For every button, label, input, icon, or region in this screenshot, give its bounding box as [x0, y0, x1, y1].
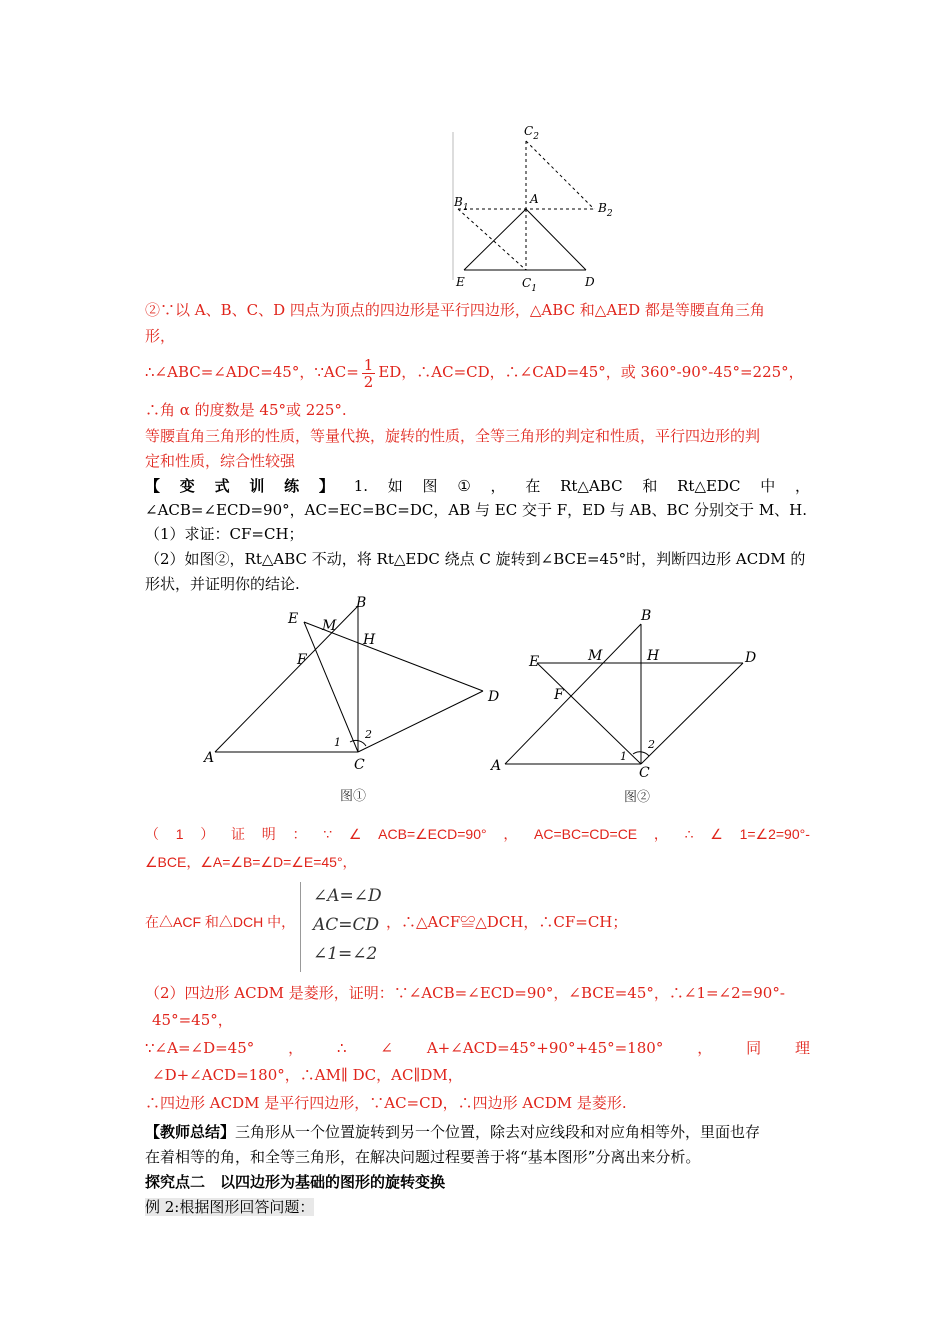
- proof2-line3-token: A+∠ACD=45°+90°+45°=180°: [426, 1039, 664, 1057]
- proof2-line-2: 45°=45°，: [152, 1011, 233, 1029]
- solution-line-2: 形，: [145, 327, 176, 345]
- example-2-text: [145, 1195, 810, 1219]
- solution-line-6: 定和性质，综合性较强: [145, 452, 296, 470]
- proof1-line-3b: ，∴△ACF≌△DCH，∴CF=CH；: [386, 913, 628, 931]
- fraction-half: [362, 357, 376, 390]
- label-e: E: [456, 275, 465, 289]
- label-b1: $B_1$: [454, 195, 469, 213]
- summary-text-1: 三角形从一个位置旋转到另一个位置，除去对应线段和对应角相等外，里面也存: [235, 1123, 761, 1141]
- proof1-line1-token: AC=BC=CD=CE: [534, 826, 638, 842]
- fig2-label-b: B: [641, 608, 652, 624]
- summary-line-1: [145, 1120, 810, 1144]
- proof1-line1-token: ，: [503, 826, 518, 842]
- variant-heading-token: Rt△ABC: [560, 477, 623, 495]
- variant-heading-token: Rt△EDC: [677, 477, 741, 495]
- proof1-line1-token: （: [145, 826, 159, 842]
- variant-heading-token: 在: [525, 477, 541, 495]
- proof2-line-4: ∠D+∠ACD=180°，∴AM∥ DC，AC∥DM，: [152, 1066, 463, 1084]
- proof1-line-2: ∠BCE，∠A=∠B=∠D=∠E=45°，: [145, 854, 357, 870]
- variant-heading: [145, 474, 810, 498]
- fig1-label-m: M: [322, 618, 337, 634]
- fig1-label-e: E: [288, 611, 299, 627]
- variant-line-2: ∠ACB=∠ECD=90°，AC=EC=BC=DC，AB 与 EC 交于 F，ED 与 AB、BC 分别交于 M、H.: [145, 501, 808, 519]
- proof2-line3-token: ∵∠A=∠D=45°: [145, 1039, 255, 1057]
- proof2-line3-token: 同: [746, 1039, 762, 1057]
- condition-angle-a-d: ∠A=∠D: [313, 886, 382, 906]
- fig2-label-d: D: [745, 650, 757, 666]
- proof2-line3-token: ，: [288, 1039, 304, 1057]
- variant-line-4: （2）如图②，Rt△ABC 不动，将 Rt△EDC 绕点 C 旋转到∠BCE=45°时，判断四边形 ACDM 的: [145, 550, 806, 568]
- fig2-label-e: E: [529, 654, 540, 670]
- variant-heading-token: 练: [284, 477, 300, 495]
- section-title: 探究点二 以四边形为基础的图形的旋转变换: [145, 1173, 446, 1191]
- solution-line-1: ②∵以 A、B、C、D 四点为顶点的四边形是平行四边形，△ABC 和△AED 都是等腰直角三角: [145, 301, 765, 319]
- fig1-label-d: D: [488, 689, 500, 705]
- variant-heading-token: ①: [457, 477, 471, 495]
- solution-line-5: 等腰直角三角形的性质，等量代换，旋转的性质，全等三角形的判定和性质，平行四边形的判: [145, 427, 761, 445]
- fig2-caption: 图②: [624, 790, 651, 805]
- fig2-label-f: F: [554, 687, 564, 703]
- fig2-label-h: H: [647, 648, 660, 664]
- proof1-line1-token: ∵: [323, 826, 333, 842]
- proof1-line1-token: ）: [200, 826, 215, 842]
- solution-line-3: [145, 350, 810, 394]
- proof1-line-3a: 在△ACF 和△DCH 中，: [145, 914, 296, 930]
- proof1-line1-token: 1: [175, 826, 184, 842]
- variant-heading-token: 如: [387, 477, 403, 495]
- proof2-line3-token: ∠: [380, 1039, 393, 1057]
- variant-heading-token: ，: [490, 477, 506, 495]
- proof2-line-5: ∴四边形 ACDM 是平行四边形，∵AC=CD，∴四边形 ACDM 是菱形.: [145, 1094, 627, 1112]
- solution-line-3a: ∴∠ABC=∠ADC=45°，∵AC=: [145, 363, 359, 381]
- solution-line-4: ∴角 α 的度数是 45°或 225°.: [145, 401, 347, 419]
- condition-angle-1-2: ∠1=∠2: [313, 944, 378, 964]
- proof2-line-3: [145, 1036, 810, 1060]
- proof1-line1-token: ∴: [684, 826, 694, 842]
- condition-ac-cd: AC=CD: [313, 915, 380, 935]
- variant-heading-token: 变: [179, 477, 195, 495]
- proof2-line3-token: ，: [697, 1039, 713, 1057]
- variant-heading-token: ，: [794, 477, 810, 495]
- proof1-line1-token: ACB=∠ECD=90°: [378, 826, 487, 842]
- proof1-line1-token: 证: [231, 826, 245, 842]
- fig2-label-2: 2: [648, 738, 655, 751]
- variant-heading-token: 中: [760, 477, 776, 495]
- fig1-label-h: H: [363, 632, 376, 648]
- proof1-line1-token: ∠: [348, 826, 362, 842]
- fig1-label-a: A: [204, 750, 215, 766]
- label-c1: $C_1$: [522, 276, 537, 294]
- proof2-line3-token: ∴: [337, 1039, 347, 1057]
- fraction-denominator: 2: [363, 372, 374, 391]
- summary-line-2: 在着相等的角，和全等三角形，在解决问题过程要善于将“基本图形”分离出来分析。: [145, 1148, 701, 1166]
- variant-heading-token: 训: [249, 477, 265, 495]
- proof1-line1-token: 明: [261, 826, 276, 842]
- variant-heading-token: 】: [318, 477, 334, 495]
- variant-heading-token: 图: [422, 477, 438, 495]
- proof1-line1-token: ：: [292, 826, 307, 842]
- fig2-label-1: 1: [620, 750, 627, 763]
- fig1-label-c: C: [354, 757, 365, 773]
- label-b2: $B_2$: [598, 201, 613, 219]
- fig2-label-c: C: [639, 765, 650, 781]
- fig1-label-2: 2: [365, 728, 372, 741]
- variant-heading-token: 1.: [353, 477, 368, 495]
- proof1-line1-token: ∠: [710, 826, 723, 842]
- figure-1: [200, 592, 510, 812]
- proof2-line-1: （2）四边形 ACDM 是菱形，证明：∵∠ACB=∠ECD=90°，∠BCE=45°，∴∠1=∠2=90°-: [145, 984, 785, 1002]
- label-d: D: [585, 275, 595, 289]
- variant-heading-token: 【: [145, 477, 161, 495]
- proof1-line1-token: 1=∠2=90°-: [739, 826, 810, 842]
- variant-line-3: （1）求证：CF=CH；: [145, 525, 304, 543]
- proof2-line3-token: 理: [794, 1039, 810, 1057]
- proof1-line1-token: ，: [653, 826, 668, 842]
- solution-line-3b: ED，∴AC=CD，∴∠CAD=45°，或 360°-90°-45°=225°，: [378, 363, 804, 381]
- label-a: A: [530, 192, 539, 206]
- variant-heading-token: 和: [642, 477, 658, 495]
- summary-label: 【教师总结】: [145, 1123, 236, 1141]
- rotation-figure-top: [440, 120, 630, 295]
- label-c2: $C_2$: [524, 124, 539, 142]
- fig2-label-a: A: [491, 758, 502, 774]
- fraction-numerator: 1: [363, 355, 374, 374]
- fig1-label-1: 1: [334, 736, 341, 749]
- fig2-label-m: M: [588, 648, 603, 664]
- variant-heading-token: 式: [214, 477, 230, 495]
- example-2-label: 例 2:根据图形回答问题：: [145, 1198, 315, 1216]
- proof1-line-1: [145, 822, 810, 846]
- variant-line-5: 形状，并证明你的结论.: [145, 575, 300, 593]
- fig1-label-b: B: [356, 595, 367, 611]
- fig1-caption: 图①: [340, 789, 367, 804]
- figure-2: [485, 600, 785, 810]
- fig1-label-f: F: [297, 652, 307, 668]
- congruence-system: [300, 882, 382, 972]
